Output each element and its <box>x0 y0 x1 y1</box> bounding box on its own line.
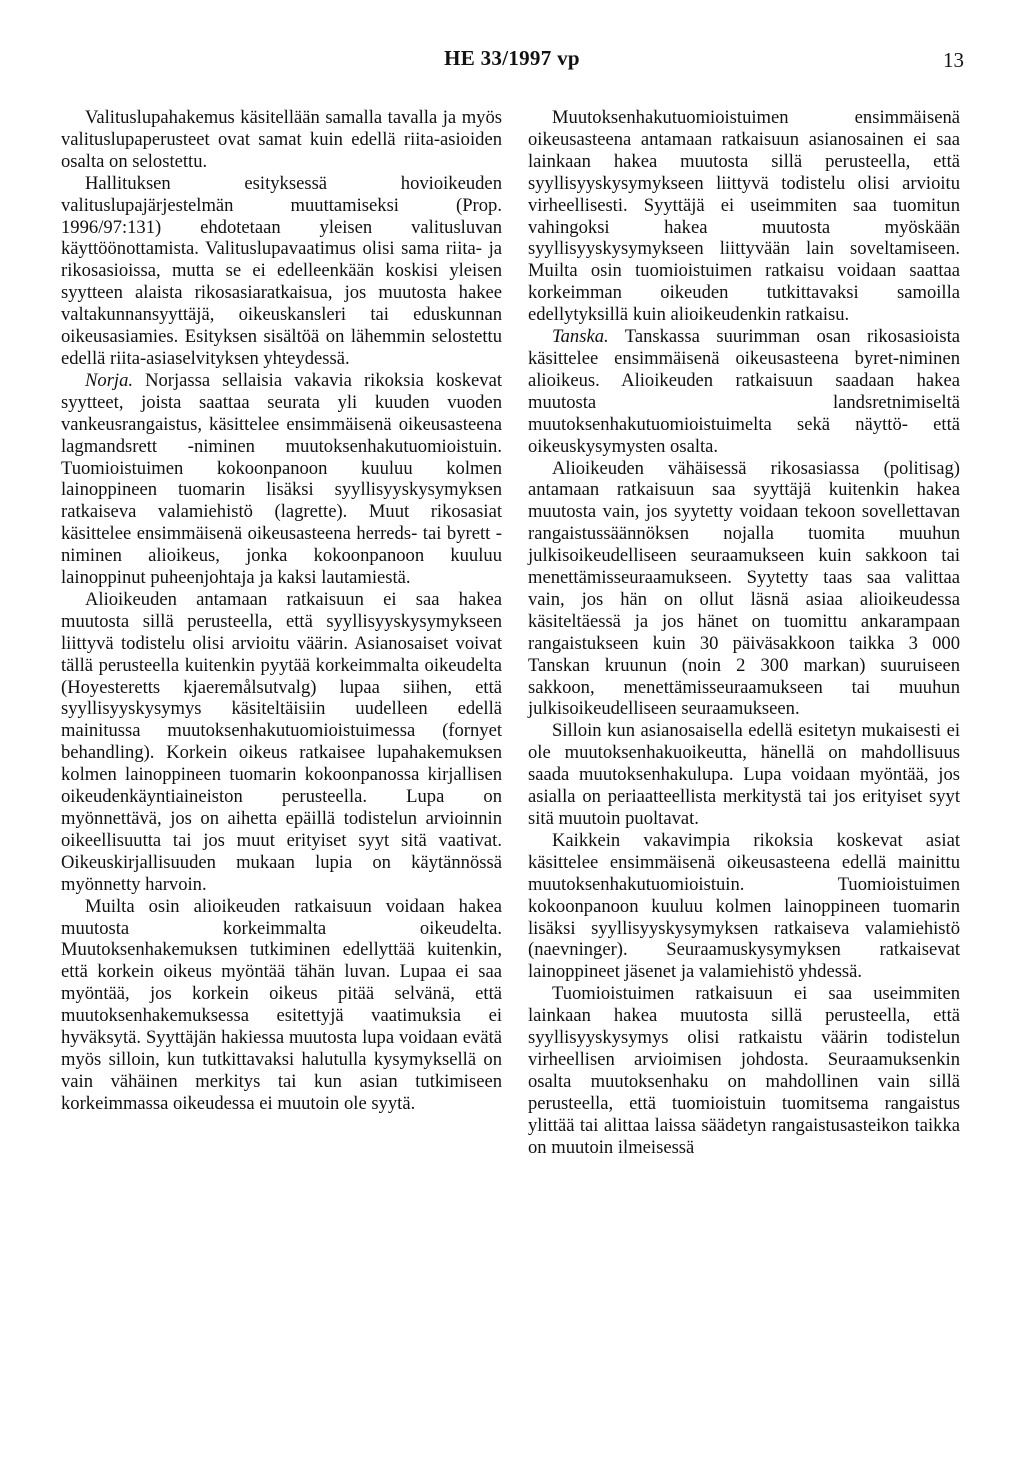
paragraph-text: Norjassa sellaisia vakavia rikoksia koskevat syytteet, joista saattaa seurata yli kuuden vuoden vankeusrangaistus, käsittelee ensimmäisenä oikeusasteena lagmandsrett -niminen muutoksenhakutuomioistuin. Tuomioistuimen kokoonpanoon kuuluu kolmen lainoppineen tuomarin lisäksi syyllisyyskysymyksen ratkaiseva valamiehistö (lagrette). Muut rikosasiat käsittelee ensimmäisenä oikeusasteena herreds- tai byrett -niminen alioikeus, jonka kokoonpanoon kuuluu lainoppinut puheenjohtaja ja kaksi lautamiestä. <box>61 369 502 589</box>
paragraph-text: Tanskassa suurimman osan rikosasioista käsittelee ensimmäisenä oikeusasteena byret-niminen alioikeus. Alioikeuden ratkaisuun saadaan hakea muutosta landsretnimiseltä muutoksenhakutuomioistuimelta sekä näyttö- että oikeuskysymysten osalta. <box>528 326 960 457</box>
country-label: Tanska. <box>552 326 609 348</box>
paragraph: Muutoksenhakutuomioistuimen ensimmäisenä oikeusasteena antamaan ratkaisuun asianosainen ei saa lainkaan hakea muutosta sillä perusteella, että syyllisyyskysymykseen liittyvä todistelu olisi arvioitu virheellisesti. Syyttäjä ei useimmiten saa tuomitun vahingoksi hakea muutosta myöskään syyllisyyskysymykseen liittyvään lain soveltamiseen. Muilta osin tuomioistuimen ratkaisu voidaan saattaa korkeimman oikeuden tutkittavaksi samoilla edellytyksillä kuin alioikeudenkin ratkaisu. <box>528 107 960 326</box>
page-number: 13 <box>943 48 964 72</box>
paragraph: Hallituksen esityksessä hovioikeuden valituslupajärjestelmän muuttamiseksi (Prop. 1996/97:131) ehdotetaan yleisen valitusluvan käyttöönottamista. Valituslupavaatimus olisi sama riita- ja rikosasioissa, mutta se ei edelleenkään koskisi yleisen syytteen alaista rikosasiaratkaisua, jos muutosta hakee valtakunnansyyttäjä, oikeuskansleri tai eduskunnan oikeusasiamies. Esityksen sisältöä on lähemmin selostettu edellä riita-asiaselvityksen yhteydessä. <box>61 172 502 369</box>
paragraph: Silloin kun asianosaisella edellä esitetyn mukaisesti ei ole muutoksenhakuoikeutta, hänellä on mahdollisuus saada muutoksenhakulupa. Lupa voidaan myöntää, jos asialla on periaatteellista merkitystä tai jos erityiset syyt sitä muutoin puoltavat. <box>528 720 960 829</box>
document-id: HE 33/1997 vp <box>444 46 580 70</box>
right-column <box>528 107 960 1159</box>
page-header <box>0 46 1024 86</box>
paragraph: Valituslupahakemus käsitellään samalla tavalla ja myös valituslupaperusteet ovat samat kuin edellä riita-asioiden osalta on selostettu. <box>61 107 502 172</box>
paragraph: Kaikkein vakavimpia rikoksia koskevat asiat käsittelee ensimmäisenä oikeusasteena edellä mainittu muutoksenhakutuomioistuin. Tuomioistuimen kokoonpanoon kuuluu kolmen lainoppineen tuomarin lisäksi syyllisyyskysymyksen ratkaiseva valamiehistö (naevninger). Seuraamuskysymyksen ratkaisevat lainoppineet jäsenet ja valamiehistö yhdessä. <box>528 829 960 983</box>
paragraph <box>528 326 960 457</box>
left-column <box>61 107 502 1115</box>
paragraph: Alioikeuden vähäisessä rikosasiassa (politisag) antamaan ratkaisuun saa syyttäjä kuitenkin hakea muutosta vain, jos syytetty voidaan tekoon sovellettavan rangaistussäännöksen nojalla tuomita muuhun julkisoikeudelliseen seuraamukseen kuin sakkoon tai menettämisseuraamukseen. Syytetty taas saa valittaa vain, jos hän on ollut läsnä asiaa alioikeudessa käsiteltäessä ja jos hänet on tuomittu ankarampaan rangaistukseen kuin 30 päiväsakkoon taikka 3 000 Tanskan kruunun (noin 2 300 markan) suuruiseen sakkoon, menettämisseuraamukseen tai muuhun julkisoikeudelliseen seuraamukseen. <box>528 457 960 720</box>
paragraph: Muilta osin alioikeuden ratkaisuun voidaan hakea muutosta korkeimmalta oikeudelta. Muutoksenhakemuksen tutkiminen edellyttää kuitenkin, että korkein oikeus myöntää tähän luvan. Lupaa ei saa myöntää, jos korkein oikeus pitää selvänä, että muutoksenhakemuksessa esitettyjä vaatimuksia ei hyväksytä. Syyttäjän hakiessa muutosta lupa voidaan evätä myös silloin, kun tutkittavaksi halutulla kysymyksellä on vain vähäinen merkitys tai kun asian tutkimiseen korkeimmassa oikeudessa ei muutoin ole syytä. <box>61 895 502 1114</box>
paragraph: Alioikeuden antamaan ratkaisuun ei saa hakea muutosta sillä perusteella, että syyllisyyskysymykseen liittyvä todistelu olisi arvioitu väärin. Asianosaiset voivat tällä perusteella kuitenkin pyytää korkeimmalta oikeudelta (Hoyesteretts kjaeremålsutvalg) lupaa siihen, että syyllisyyskysymys käsiteltäisiin uudelleen edellä mainitussa muutoksenhakutuomioistuimessa (fornyet behandling). Korkein oikeus ratkaisee lupahakemuksen kolmen lainoppineen tuomarin kokoonpanossa kirjallisen oikeudenkäyntiaineiston perusteella. Lupa on myönnettävä, jos on aihetta epäillä todistelun arvioinnin oikeellisuutta tai jos muut erityiset syyt sitä vaativat. Oikeuskirjallisuuden mukaan lupia on käytännössä myönnetty harvoin. <box>61 588 502 895</box>
paragraph <box>61 370 502 589</box>
paragraph: Tuomioistuimen ratkaisuun ei saa useimmiten lainkaan hakea muutosta sillä perusteella, että syyllisyyskysymys olisi ratkaistu väärin todistelun virheellisen arvioimisen johdosta. Seuraamuksenkin osalta muutoksenhaku on mahdollinen vain sillä perusteella, että tuomioistuin tuomitsema rangaistus ylittää tai alittaa laissa säädetyn rangaistusasteikon taikka on muutoin ilmeisessä <box>528 983 960 1158</box>
country-label: Norja. <box>85 369 134 391</box>
